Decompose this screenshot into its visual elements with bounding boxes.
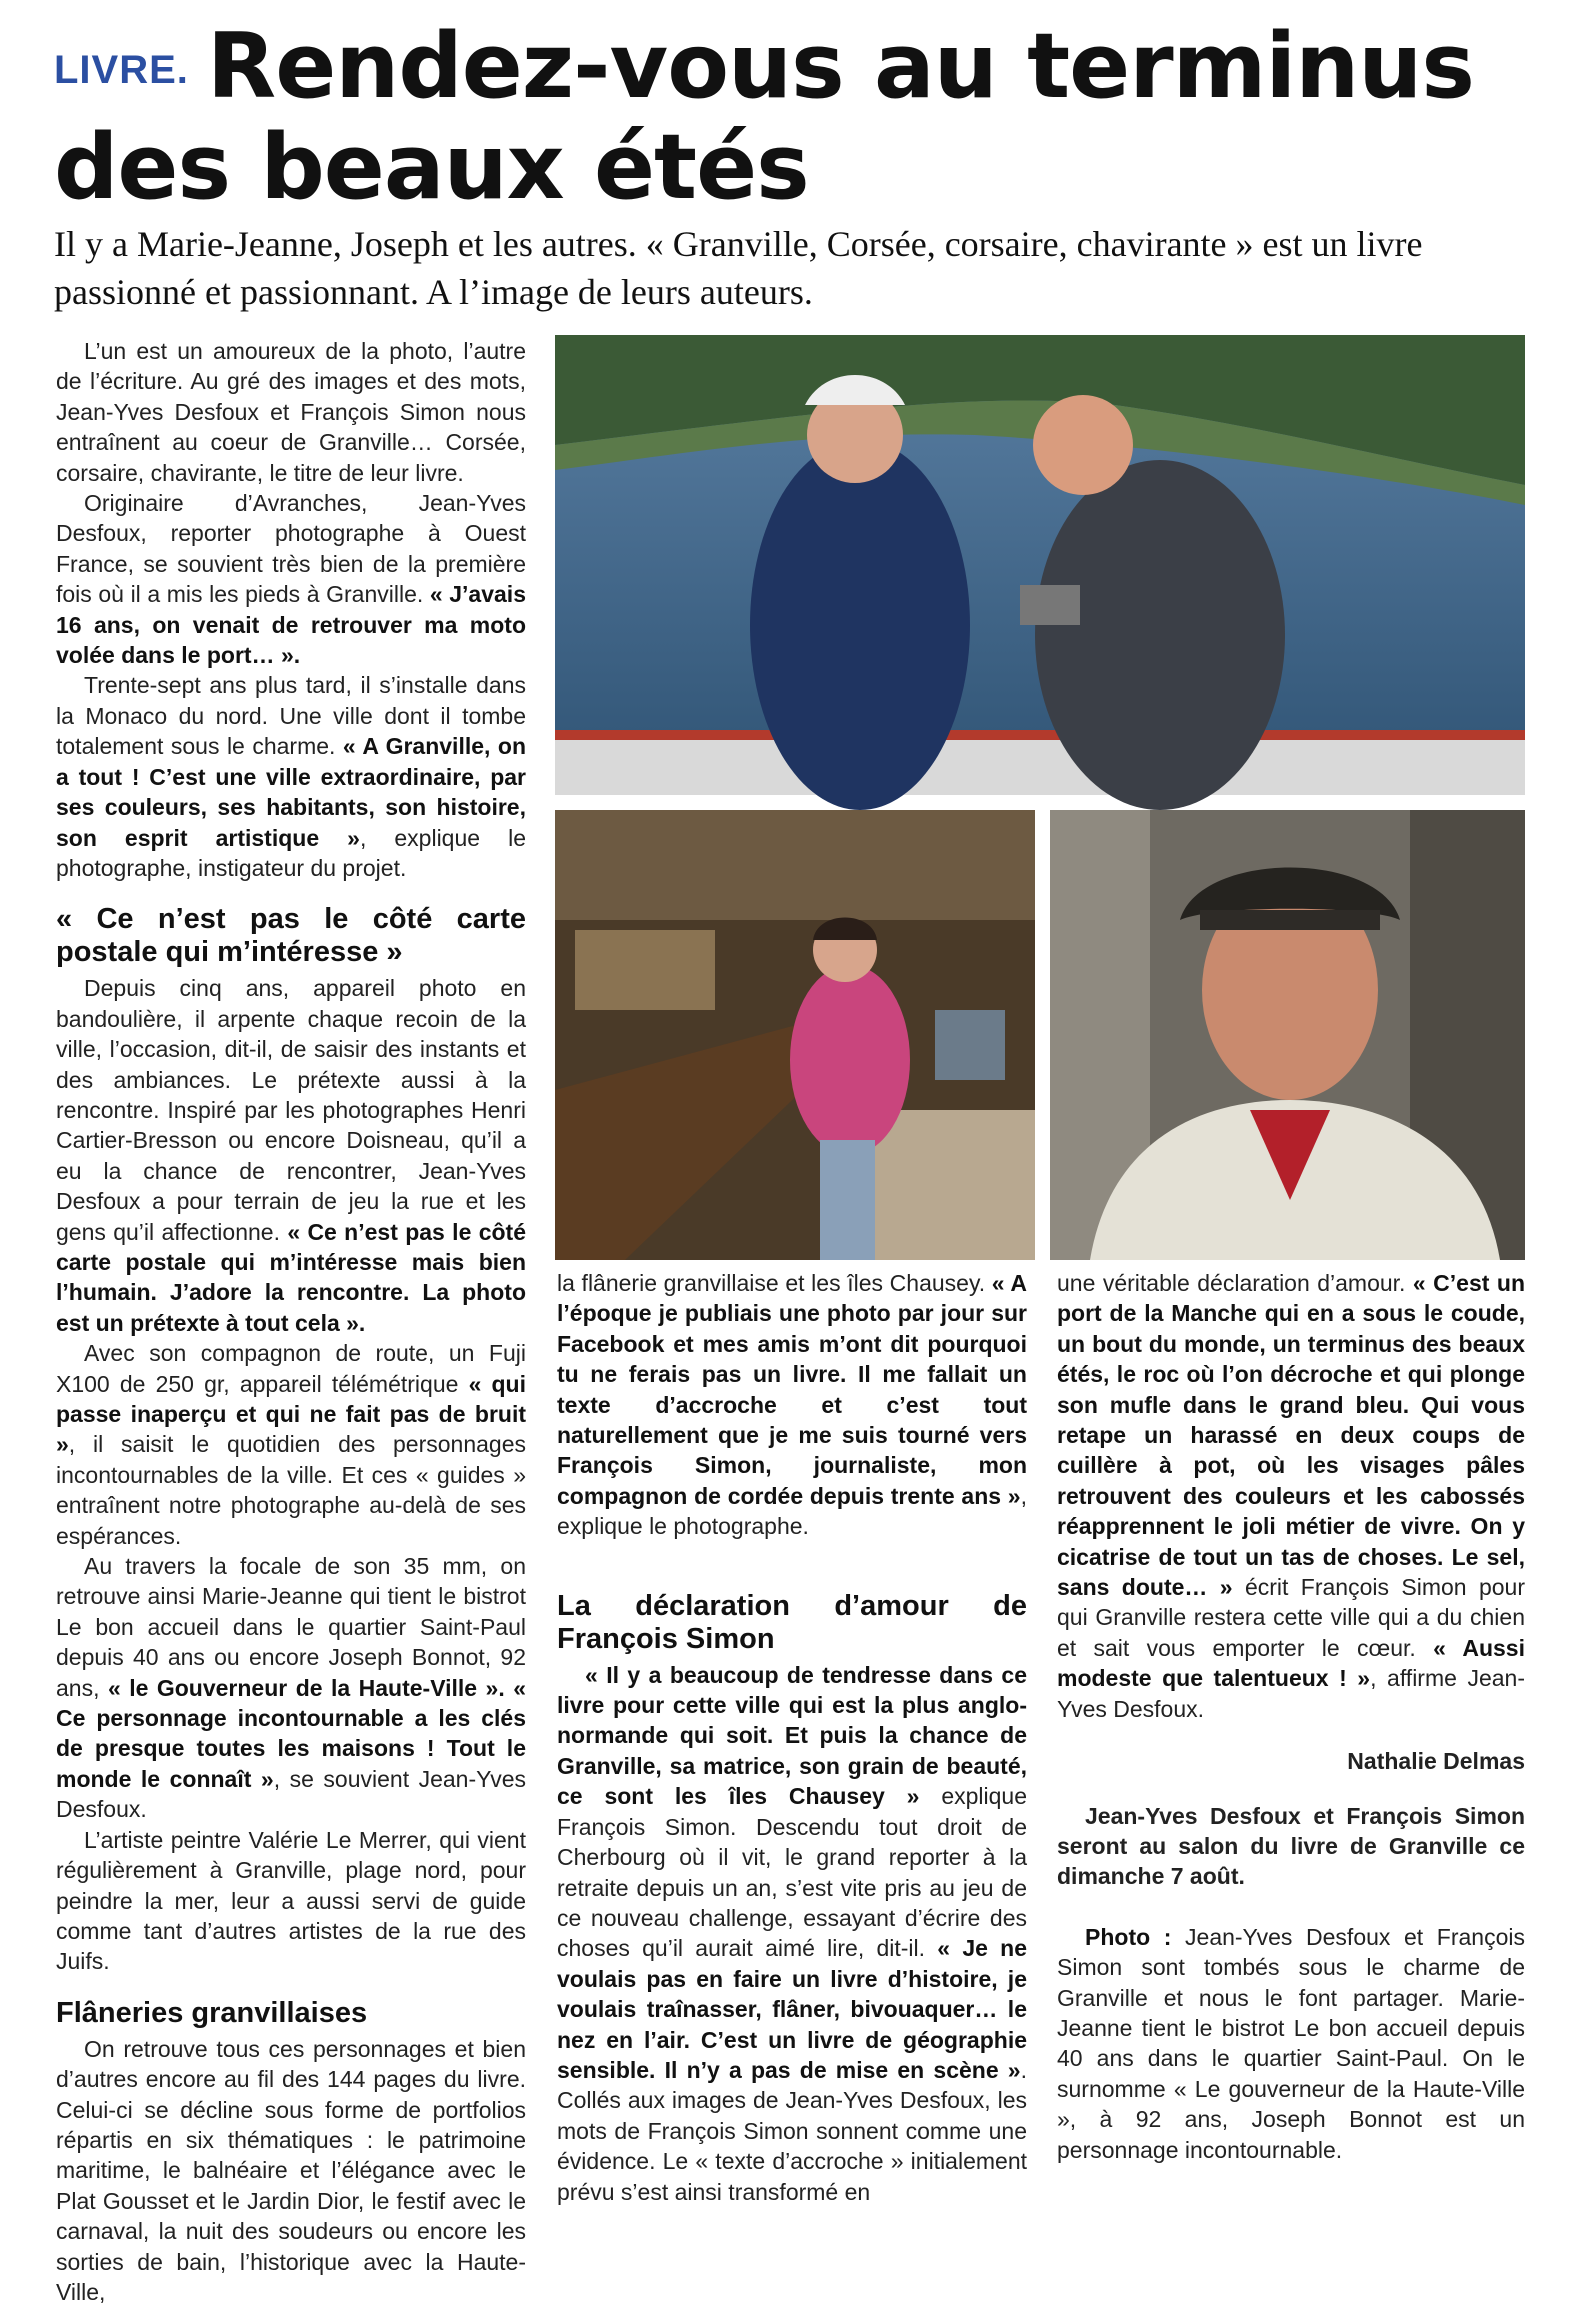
paragraph <box>56 1338 526 1551</box>
author-signature: Nathalie Delmas <box>1347 1748 1525 1775</box>
text-run: Trente-sept ans plus tard, il s’installe dans la Monaco du nord. Une ville dont il tombe totalement sous le charme. <box>56 672 526 760</box>
quote-bold: « Aussi modeste que talentueux ! » <box>1057 1634 1525 1692</box>
paragraph: L’artiste peintre Valérie Le Merrer, qui vient régulièrement à Granville, plage nord, pour peindre la mer, leur a aussi servi de guide comme tant d’autres artistes de la rue des Juifs. <box>56 1826 526 1975</box>
column-2 <box>557 1268 1027 2207</box>
quote-bold: « Il y a beaucoup de tendresse dans ce livre pour cette ville qui est la plus anglo-normande qui soit. Et puis la chance de Granville, sa matrice, son grain de beauté, ce sont les îles Chausey » <box>557 1661 1027 1810</box>
paragraph <box>56 488 526 670</box>
quote-bold: « J’avais 16 ans, on venait de retrouver ma moto volée dans le port… ». <box>56 581 526 669</box>
paragraph <box>557 1268 1027 1542</box>
subheading: « Ce n’est pas le côté carte postale qui m’intéresse » <box>56 903 526 969</box>
subheading: La déclaration d’amour de François Simon <box>557 1589 1027 1655</box>
quote-bold: « le Gouverneur de la Haute-Ville ». « Ce personnage incontournable a les clés de presque toutes les maisons ! Tout le monde le connaît » <box>56 1674 526 1792</box>
photo-caption <box>1057 1922 1525 2165</box>
caption-text: Jean-Yves Desfoux et François Simon sont tombés sous le charme de Granville et nous le font partager. Marie-Jeanne tient le bistrot Le bon accueil depuis 40 ans dans le quartier Saint-Paul. On le surnomme « Le gouverneur de la Haute-Ville », à 92 ans, Joseph Bonnot est un personnage incontournable. <box>1057 1923 1525 2163</box>
paragraph <box>56 670 526 883</box>
quote-bold: « Ce n’est pas le côté carte postale qui m’intéresse mais bien l’humain. J’adore la rencontre. La photo est un prétexte à tout cela ». <box>56 1218 526 1336</box>
text-run: la flânerie granvillaise et les îles Chausey. <box>557 1270 992 1296</box>
text-run: , explique le photographe. <box>557 1482 1027 1540</box>
event-note: Jean-Yves Desfoux et François Simon seront au salon du livre de Granville ce dimanche 7 août. <box>1057 1802 1525 1890</box>
text-run: Avec son compagnon de route, un Fuji X100 de 250 gr, appareil télémétrique <box>56 1340 526 1397</box>
photo-authors-boat <box>555 335 1525 795</box>
column-3 <box>1057 1268 1525 2165</box>
photo-bistrot-marie-jeanne <box>555 810 1035 1260</box>
headline <box>54 14 1474 220</box>
quote-bold: « qui passe inaperçu et qui ne fait pas de bruit » <box>56 1370 526 1458</box>
paragraph <box>557 1660 1027 2207</box>
quote-bold: « A Granville, on a tout ! C’est une ville extraordinaire, par ses couleurs, ses habitants, son histoire, son esprit artistique » <box>56 733 526 851</box>
text-run: une véritable déclaration d’amour. <box>1057 1270 1413 1296</box>
quote-bold: « A l’époque je publiais une photo par jour sur Facebook et mes amis m’ont dit pourquoi tu ne ferais pas un livre. Il me fallait un texte d’accroche et c’est tout naturellement que je me suis tourné vers François Simon, journaliste, mon compagnon de cordée depuis trente ans » <box>557 1270 1027 1509</box>
text-run: , explique le photographe, instigateur du projet. <box>56 824 526 881</box>
headline-text: Rendez-vous au terminus des beaux étés <box>54 14 1474 220</box>
paragraph <box>56 1551 526 1825</box>
text-run: , se souvient Jean-Yves Desfoux. <box>56 1765 526 1823</box>
kicker-label: LIVRE. <box>54 48 189 92</box>
text-run: Depuis cinq ans, appareil photo en bandoulière, il arpente chaque recoin de la ville, l’occasion, dit-il, de saisir des instants et des ambiances. Le prétexte aussi à la rencontre. Inspiré par les photographes Henri Cartier-Bresson ou encore Doisneau, qu’il a eu la chance de rencontrer, Jean-Yves Desfoux a pour terrain de jeu la rue et les gens qu’il affectionne. <box>56 975 526 1245</box>
quote-bold: « C’est un port de la Manche qui en a sous le coude, un bout du monde, un terminus des beaux étés, le roc où l’on décroche et qui plonge son mufle dans le grand bleu. Qui vous retape un harassé en deux coups de cuillère à pot, où les visages pâles retrouvent des couleurs et les cabossés réapprennent le joli métier de vivre. On y cicatrise de tout un tas de choses. Le sel, sans doute… » <box>1057 1270 1525 1601</box>
subheading: Flâneries granvillaises <box>56 1996 368 2029</box>
text-run: , il saisit le quotidien des personnages incontournables de la ville. Et ces « guides » entraînent notre photographe au-delà de ses espérances. <box>56 1431 526 1549</box>
paragraph <box>56 973 526 1338</box>
text-run: Au travers la focale de son 35 mm, on retrouve ainsi Marie-Jeanne qui tient le bistrot Le bon accueil dans le quartier Saint-Paul depuis 40 ans ou encore Joseph Bonnot, 92 ans, <box>56 1553 526 1701</box>
quote-bold: « Je ne voulais pas en faire un livre d’histoire, je voulais traînasser, flâner, bivouaquer… le nez en l’air. C’est un livre de géographie sensible. Il n’y a pas de mise en scène » <box>557 1935 1027 2083</box>
text-run: . Collés aux images de Jean-Yves Desfoux, les mots de François Simon sonnent comme une évidence. Le « texte d’accroche » initialement prévu s’est ainsi transformé en <box>557 2056 1027 2205</box>
paragraph <box>1057 1268 1525 1724</box>
headline-block <box>54 14 1524 220</box>
text-run: , affirme Jean-Yves Desfoux. <box>1057 1665 1525 1722</box>
photo-joseph-bonnot <box>1050 810 1525 1260</box>
paragraph: L’un est un amoureux de la photo, l’autre de l’écriture. Au gré des images et des mots, Jean-Yves Desfoux et François Simon nous entraînent au coeur de Granville… Corsée, corsaire, chavirante, le titre de leur livre. <box>56 338 526 486</box>
standfirst: Il y a Marie-Jeanne, Joseph et les autres. « Granville, Corsée, corsaire, chavirante » est un livre passionné et passionnant. A l’image de leurs auteurs. <box>54 224 1423 312</box>
text-run: Originaire d’Avranches, Jean-Yves Desfoux, reporter photographe à Ouest France, se souvient très bien de la première fois où il a mis les pieds à Granville. <box>56 490 526 608</box>
text-run: explique François Simon. Descendu tout droit de Cherbourg où il vit, le grand reporter à la retraite depuis un an, s’est vite pris au jeu de ce nouveau challenge, essayant d’écrire des choses qu’il aurait aimé lire, dit-il. <box>557 1783 1027 1962</box>
paragraph: On retrouve tous ces personnages et bien d’autres encore au fil des 144 pages du livre. Celui-ci se décline sous forme de portfolios répartis en six thématiques : le patrimoine maritime, le balnéaire et l’élégance avec le Plat Gousset et le Jardin Dior, le festif avec le carnaval, la nuit des soudeurs ou encore les sorties de bain, l’historique avec la Haute-Ville, <box>56 2035 526 2305</box>
text-run: écrit François Simon pour qui Granville restera cette ville qui a du chien et sait vous emporter le cœur. <box>1057 1574 1525 1661</box>
column-1 <box>56 336 526 2307</box>
caption-label: Photo : <box>1085 1923 1172 1950</box>
